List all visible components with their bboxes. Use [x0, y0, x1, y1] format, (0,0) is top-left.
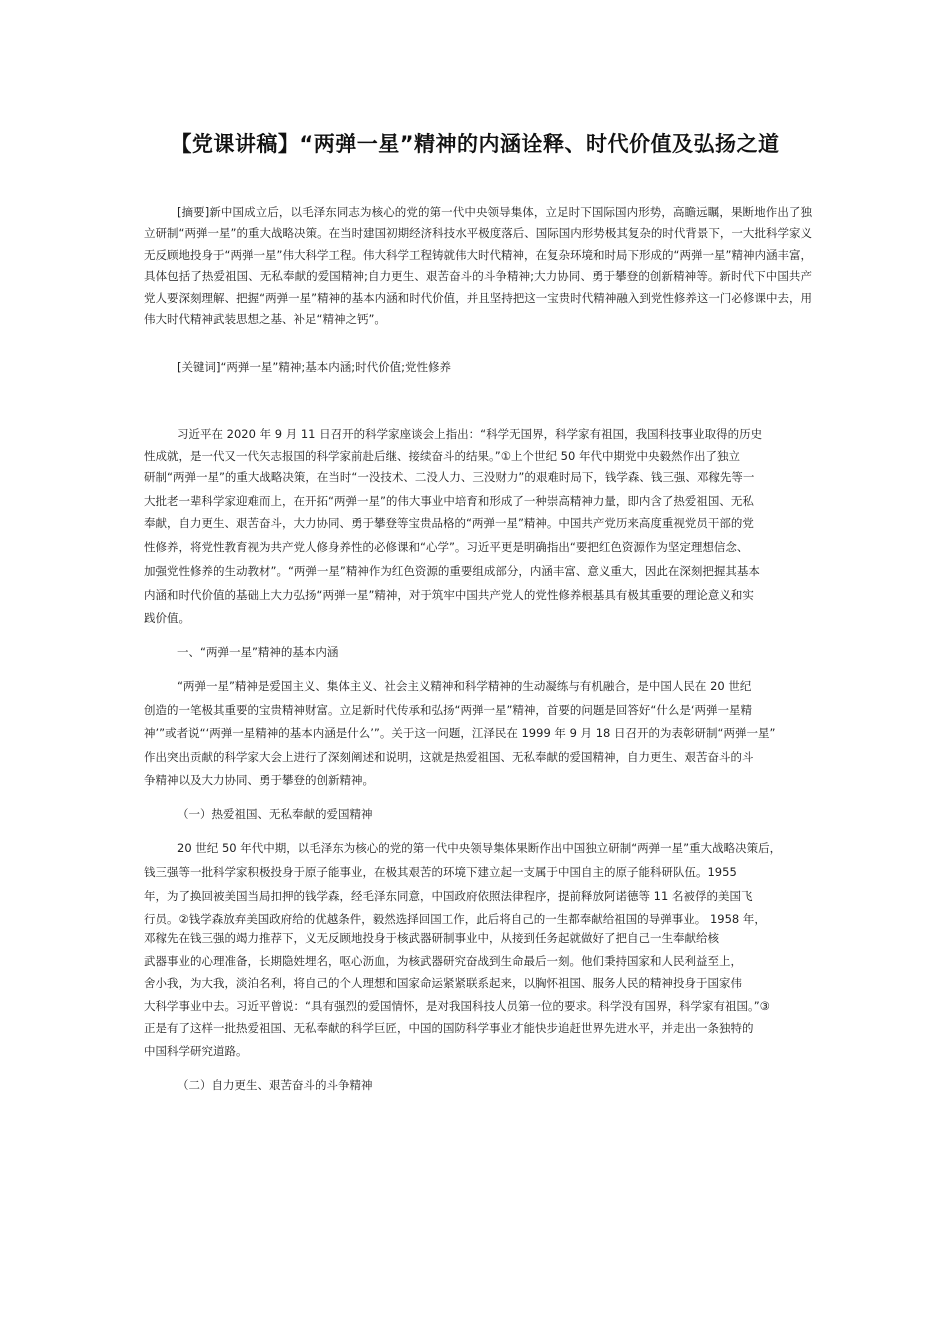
subsection-heading: （一）热爱祖国、无私奉献的爱国精神 [177, 807, 373, 821]
intro-line: 大批老一辈科学家迎难而上，在开拓“两弹一星”的伟大事业中培育和形成了一种崇高精神力量，即内含了热爱祖国、无私 [144, 494, 754, 508]
section1-line: 作出突出贡献的科学家大会上进行了深刻阐述和说明，这就是热爱祖国、无私奉献的爱国精神，自力更生、艰苦奋斗的斗 [144, 750, 754, 764]
keywords-line: [关键词]“两弹一星”精神;基本内涵;时代价值;党性修养 [177, 360, 452, 374]
subsection1-line: 大科学事业中去。习近平曾说：“具有强烈的爱国情怀，是对我国科技人员第一位的要求。科学没有国界，科学家有祖国。”③ [144, 999, 770, 1013]
intro-line: 研制“两弹一星”的重大战略决策，在当时“一没技术、二没人力、三没财力”的艰难时局下，钱学森、钱三强、邓稼先等一 [144, 470, 755, 484]
page-title: 【党课讲稿】“两弹一星”精神的内涵诠释、时代价值及弘扬之道 [170, 132, 780, 156]
section1-line: 争精神以及大力协同、勇于攀登的创新精神。 [144, 773, 374, 787]
subsection1-line: 武器事业的心理准备，长期隐姓埋名，呕心沥血，为核武器研究奋战到生命最后一刻。他们秉持国家和人民利益至上， [144, 954, 742, 968]
intro-line: 习近平在 2020 年 9 月 11 日召开的科学家座谈会上指出：“科学无国界，科学家有祖国，我国科技事业取得的历史 [177, 427, 763, 441]
subsection1-line: 年，为了换回被美国当局扣押的钱学森，经毛泽东同意，中国政府依照法律程序，提前释放阿诺德等 11 名被俘的美国飞 [144, 889, 753, 903]
intro-line: 践价值。 [144, 611, 190, 625]
intro-line: 内涵和时代价值的基础上大力弘扬“两弹一星”精神，对于筑牢中国共产党人的党性修养根基具有极其重要的理论意义和实 [144, 588, 754, 602]
section1-line: 创造的一笔极其重要的宝贵精神财富。立足新时代传承和弘扬“两弹一星”精神，首要的问题是回答好“什么是‘两弹一星精 [144, 703, 753, 717]
section1-line: 神’”或者说“‘两弹一星精神的基本内涵是什么’”。关于这一问题，江泽民在 1999 年 9 月 18 日召开的为表彰研制“两弹一星” [144, 726, 776, 740]
subsection1-line: 邓稼先在钱三强的竭力推荐下，义无反顾地投身于核武器研制事业中，从接到任务起就做好了把自己一生奉献给核 [144, 931, 719, 945]
subsection-heading: （二）自力更生、艰苦奋斗的斗争精神 [177, 1078, 373, 1092]
abstract-paragraph: [摘要]新中国成立后，以毛泽东同志为核心的党的第一代中央领导集体，立足时下国际国内形势，高瞻远瞩，果断地作出了独立研制“两弹一星”的重大战略决策。在当时建国初期经济科技水平极度落后、国际国内形势极其复杂的时代背景下，一大批科学家义无反顾地投身于“两弹一星”伟大科学工程。伟大科学工程铸就伟大时代精神，在复杂环境和时局下形成的“两弹一星”精神内涵丰富，具体包括了热爱祖国、无私奉献的爱国精神;自力更生、艰苦奋斗的斗争精神;大力协同、勇于攀登的创新精神等。新时代下中国共产党人要深刻理解、把握“两弹一星”精神的基本内涵和时代价值，并且坚持把这一宝贵时代精神融入到党性修养这一门必修课中去，用伟大时代精神武装思想之基、补足“精神之钙”。 [144, 205, 812, 327]
subsection1-line: 行员。②钱学森放弃美国政府给的优越条件，毅然选择回国工作，此后将自己的一生都奉献给祖国的导弹事业。 1958 年， [144, 912, 766, 926]
intro-line: 性成就，是一代又一代矢志报国的科学家前赴后继、接续奋斗的结果。”①上个世纪 50 年代中期党中央毅然作出了独立 [144, 449, 740, 463]
subsection1-line: 舍小我，为大我，淡泊名利，将自己的个人理想和国家命运紧紧联系起来，以胸怀祖国、服务人民的精神投身于国家伟 [144, 976, 742, 990]
intro-line: 性修养，将党性教育视为共产党人修身养性的必修课和“心学”。习近平更是明确指出“要把红色资源作为坚定理想信念、 [144, 540, 749, 554]
subsection1-line: 中国科学研究道路。 [144, 1044, 248, 1058]
section-heading: 一、“两弹一星”精神的基本内涵 [177, 645, 339, 659]
subsection1-line: 钱三强等一批科学家积极投身于原子能事业，在极其艰苦的环境下建立起一支属于中国自主的原子能科研队伍。1955 [144, 865, 737, 879]
subsection1-line: 20 世纪 50 年代中期，以毛泽东为核心的党的第一代中央领导集体果断作出中国独立研制“两弹一星”重大战略决策后， [177, 841, 782, 855]
subsection1-line: 正是有了这样一批热爱祖国、无私奉献的科学巨匠，中国的国防科学事业才能快步追赶世界先进水平，并走出一条独特的 [144, 1021, 754, 1035]
section1-line: “两弹一星”精神是爱国主义、集体主义、社会主义精神和科学精神的生动凝练与有机融合，是中国人民在 20 世纪 [177, 679, 752, 693]
intro-line: 加强党性修养的生动教材”。“两弹一星”精神作为红色资源的重要组成部分，内涵丰富、意义重大，因此在深刻把握其基本 [144, 564, 760, 578]
intro-line: 奉献，自力更生、艰苦奋斗，大力协同、勇于攀登等宝贵品格的“两弹一星”精神。中国共产党历来高度重视党员干部的党 [144, 516, 754, 530]
